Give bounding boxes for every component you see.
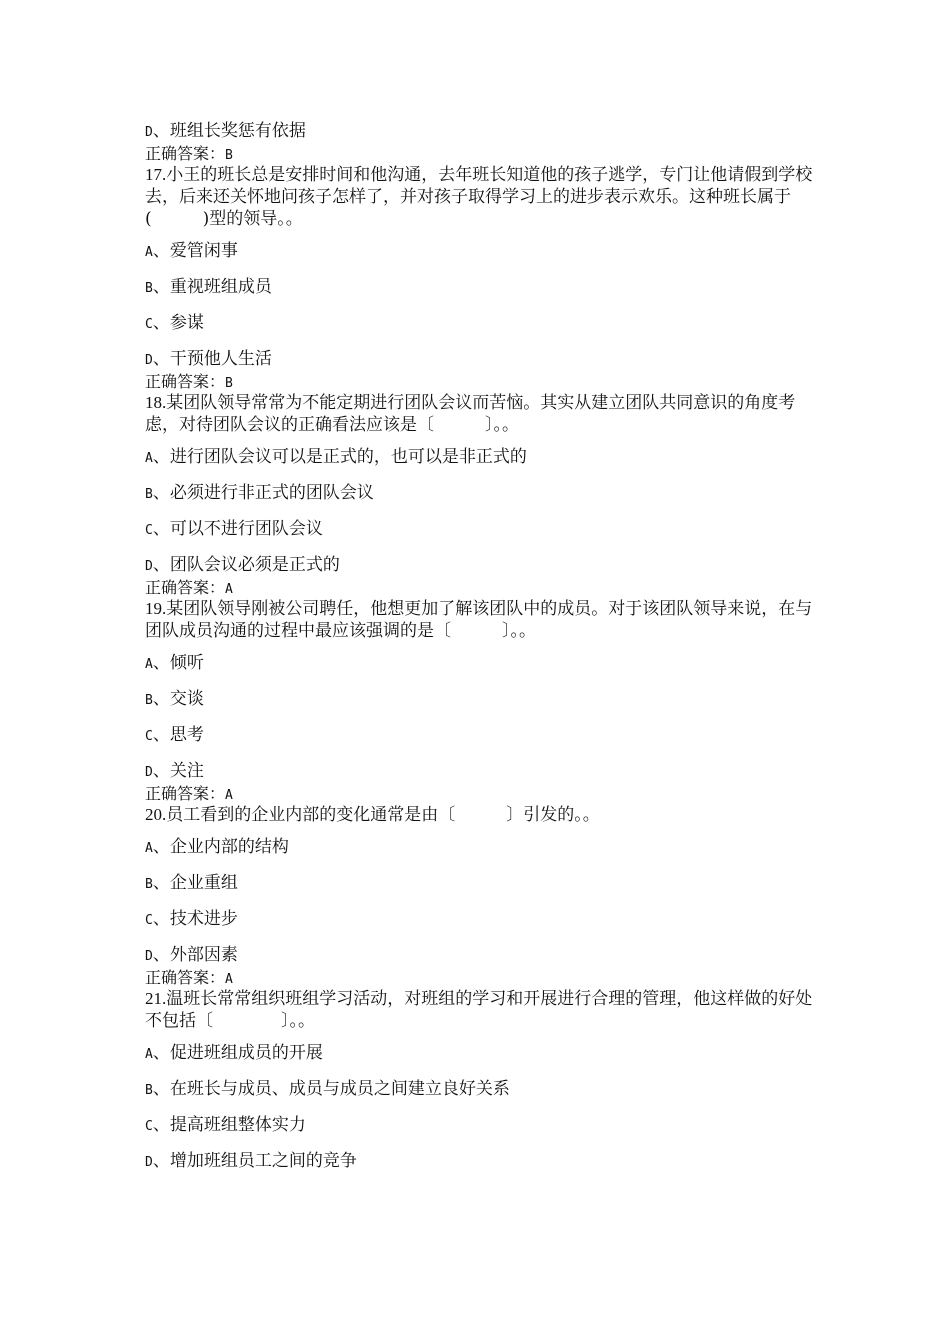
option-letter: D	[145, 949, 153, 964]
option-letter: C	[145, 1119, 153, 1134]
option-q19-c	[145, 724, 825, 746]
answer-value: B	[225, 376, 233, 391]
option-letter: B	[145, 281, 153, 296]
option-q17-c	[145, 312, 825, 334]
option-q17-a	[145, 240, 825, 262]
option-letter: D	[145, 765, 153, 780]
question-number: 17.	[145, 165, 167, 184]
option-q21-d	[145, 1150, 825, 1172]
answer-value: B	[225, 148, 233, 163]
option-letter: B	[145, 1083, 153, 1098]
option-letter: D	[145, 125, 153, 140]
option-text: 、提高班组整体实力	[152, 1115, 306, 1135]
answer-label: 正确答案：	[145, 372, 226, 391]
option-text: 、团队会议必须是正式的	[152, 555, 340, 575]
question-number: 21.	[145, 989, 167, 1008]
option-letter: A	[145, 657, 153, 672]
option-q20-a	[145, 836, 825, 858]
option-q18-c	[145, 518, 825, 540]
question-20	[145, 804, 825, 826]
option-letter: C	[145, 317, 153, 332]
option-text: 、进行团队会议可以是正式的，也可以是非正式的	[152, 447, 527, 467]
answer-q17	[145, 372, 825, 392]
question-number: 18.	[145, 393, 167, 412]
option-text: 、外部因素	[152, 945, 238, 965]
option-text: 、企业内部的结构	[152, 837, 289, 857]
option-text: 、促进班组成员的开展	[152, 1043, 323, 1063]
option-q20-c	[145, 908, 825, 930]
question-number: 19.	[145, 599, 167, 618]
option-letter: A	[145, 841, 153, 856]
option-text: 、思考	[152, 725, 204, 745]
option-letter: B	[145, 487, 153, 502]
option-q19-d	[145, 760, 825, 782]
option-q18-d	[145, 554, 825, 576]
answer-label: 正确答案：	[145, 144, 226, 163]
answer-q20	[145, 968, 825, 988]
answer-label: 正确答案：	[145, 578, 226, 597]
option-q21-c	[145, 1114, 825, 1136]
question-text: 某团队领导常常为不能定期进行团队会议而苦恼。其实从建立团队共同意识的角度考虑，对待团队会议的正确看法应该是〔 〕。。	[145, 393, 796, 435]
option-letter: C	[145, 523, 153, 538]
option-q20-b	[145, 872, 825, 894]
question-text: 温班长常常组织班组学习活动，对班组的学习和开展进行合理的管理，他这样做的好处不包括〔 〕。。	[145, 989, 813, 1031]
option-q18-a	[145, 446, 825, 468]
question-text: 小王的班长总是安排时间和他沟通，去年班长知道他的孩子逃学，专门让他请假到学校去，后来还关怀地问孩子怎样了，并对孩子取得学习上的进步表示欢乐。这种班长属于( )型的领导。。	[145, 165, 813, 229]
option-text: 、必须进行非正式的团队会议	[152, 483, 374, 503]
question-18	[145, 392, 825, 436]
option-letter: B	[145, 877, 153, 892]
option-q19-b	[145, 688, 825, 710]
option-letter: C	[145, 729, 153, 744]
option-text: 、技术进步	[152, 909, 238, 929]
option-letter: A	[145, 245, 153, 260]
option-text: 、干预他人生活	[152, 349, 272, 369]
question-17	[145, 164, 825, 230]
option-q21-a	[145, 1042, 825, 1064]
answer-q16	[145, 144, 825, 164]
option-q17-b	[145, 276, 825, 298]
option-q21-b	[145, 1078, 825, 1100]
option-letter: B	[145, 693, 153, 708]
option-text: 、重视班组成员	[152, 277, 272, 297]
option-q20-d	[145, 944, 825, 966]
option-text: 、可以不进行团队会议	[152, 519, 323, 539]
option-q18-b	[145, 482, 825, 504]
answer-value: A	[225, 972, 233, 987]
answer-value: A	[225, 582, 233, 597]
answer-q19	[145, 784, 825, 804]
option-letter: A	[145, 451, 153, 466]
option-text: 、班组长奖惩有依据	[152, 121, 306, 141]
option-q16-d	[145, 120, 825, 142]
question-text: 员工看到的企业内部的变化通常是由〔 〕引发的。。	[166, 805, 600, 825]
option-letter: D	[145, 559, 153, 574]
option-text: 、爱管闲事	[152, 241, 238, 261]
answer-label: 正确答案：	[145, 968, 226, 987]
option-text: 、交谈	[152, 689, 204, 709]
option-text: 、关注	[152, 761, 204, 781]
option-q19-a	[145, 652, 825, 674]
option-text: 、参谋	[152, 313, 204, 333]
document-page	[145, 120, 825, 1186]
question-number: 20.	[145, 805, 167, 824]
option-q17-d	[145, 348, 825, 370]
question-text: 某团队领导刚被公司聘任，他想更加了解该团队中的成员。对于该团队领导来说，在与团队成员沟通的过程中最应该强调的是〔 〕。。	[145, 599, 813, 641]
option-letter: D	[145, 353, 153, 368]
option-text: 、在班长与成员、成员与成员之间建立良好关系	[152, 1079, 510, 1099]
option-letter: A	[145, 1047, 153, 1062]
option-text: 、增加班组员工之间的竞争	[152, 1151, 357, 1171]
question-19	[145, 598, 825, 642]
option-text: 、倾听	[152, 653, 204, 673]
answer-q18	[145, 578, 825, 598]
answer-value: A	[225, 788, 233, 803]
answer-label: 正确答案：	[145, 784, 226, 803]
option-text: 、企业重组	[152, 873, 238, 893]
option-letter: D	[145, 1155, 153, 1170]
option-letter: C	[145, 913, 153, 928]
question-21	[145, 988, 825, 1032]
